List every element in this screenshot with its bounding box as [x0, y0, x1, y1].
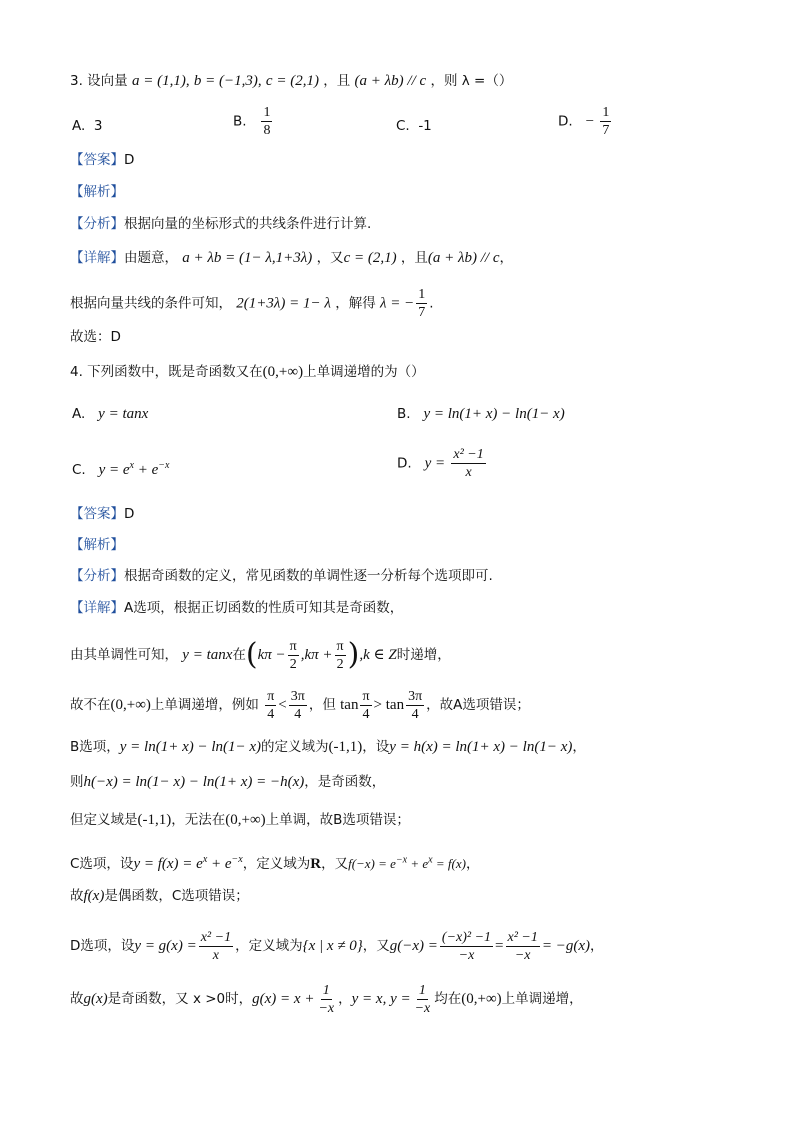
q4-detail-9: D选项，设y = g(x) = $\frac{\text{x² −1}}{x}$ ，定义域为{x | x ≠ 0}，又g(−x) = $\frac{\text{(−x)² −1}}{-x}$ = $\frac{\text{x² −1}}{-x}$ = −g(x)， — [70, 929, 604, 963]
q4-detail-7: C选项，设$y = f(x) = e^x + e^{-x}$，定义域为R，又$f(-x) = e^{-x} + e^x = f(x)$， — [70, 854, 480, 872]
q4-option-a: A. y = tanx — [72, 406, 149, 422]
q3-option-a: A. 3 — [72, 118, 103, 134]
q4-answer: 【答案】D — [70, 506, 135, 522]
vec-b: b = (−1,3) — [193, 73, 258, 89]
q3-analysis-heading: 【解析】 — [70, 184, 124, 200]
q3-option-c: C. -1 — [396, 118, 432, 134]
q4-option-c: C. $y = e^x + e^{-x}$ — [72, 460, 170, 478]
q4-detail-1: 【详解】A选项，根据正切函数的性质可知其是奇函数， — [70, 600, 404, 616]
q4-option-d: D. y = $\frac{\text{x² −1}}{x}$ — [397, 447, 484, 480]
vec-c: c = (2,1) — [265, 73, 319, 89]
q4-detail-5: 则h(−x) = ln(1− x) − ln(1+ x) = −h(x)，是奇函数， — [70, 774, 386, 790]
q3-detail-2: 根据向量共线的条件可知， 2(1+3λ) = 1− λ ，解得 λ = − $\frac{1}{7}$ . — [70, 287, 434, 320]
q4-fenxi: 【分析】根据奇函数的定义，常见函数的单调性逐一分析每个选项即可. — [70, 568, 493, 584]
q3-stem: 3. 设向量 a = (1,1), b = (−1,3), c = (2,1) ，且 (a + λb) // c ，则 λ =（） — [70, 73, 513, 89]
q4-detail-10: 故g(x)是奇函数，又 x >0时，g(x) = x + $\frac{1}{-x}$ ，y = x, y = $\frac{1}{-x}$ 均在(0,+∞)上单调递增， — [70, 982, 583, 1016]
q4-stem: 4. 下列函数中，既是奇函数又在(0,+∞)上单调递增的为（） — [70, 364, 425, 380]
vec-a: a = (1,1) — [131, 73, 186, 89]
q4-detail-3: 故不在(0,+∞)上单调递增，例如 $\frac{\pi}{4}$ < $\frac{3\pi}{4}$ ，但 tan $\frac{\pi}{4}$ > tan $\frac{3\pi}{4}$ ，故A选项错误； — [70, 688, 530, 722]
q4-analysis-heading: 【解析】 — [70, 537, 124, 553]
q4-option-b: B. y = ln(1+ x) − ln(1− x) — [397, 406, 565, 422]
q3-answer: 【答案】D — [70, 152, 135, 168]
q3-conclusion: 故选：D — [70, 329, 121, 345]
q3-fenxi: 【分析】根据向量的坐标形式的共线条件进行计算. — [70, 216, 372, 232]
q3-option-d: D. − $\frac{1}{7}$ — [558, 105, 610, 138]
q4-detail-6: 但定义域是(-1,1)，无法在(0,+∞)上单调，故B选项错误； — [70, 812, 410, 828]
q3-detail-1: 【详解】由题意， a + λb = (1− λ,1+3λ) ，又c = (2,1) ，且(a + λb) // c， — [70, 250, 513, 266]
q4-detail-4: B选项，y = ln(1+ x) − ln(1− x)的定义域为(-1,1)，设y = h(x) = ln(1+ x) − ln(1− x)， — [70, 739, 586, 755]
parallel-condition: (a + λb) // c — [354, 73, 427, 89]
q4-detail-8: 故f(x)是偶函数，C选项错误； — [70, 888, 249, 904]
q4-detail-2: 由其单调性可知， y = tanx在(kπ − $\frac{\pi}{2}$ ,kπ + $\frac{\pi}{2}$ ),k ∈ Z时递增， — [70, 637, 451, 672]
q3-option-b: B. $\frac{1}{8}$ — [233, 105, 271, 138]
